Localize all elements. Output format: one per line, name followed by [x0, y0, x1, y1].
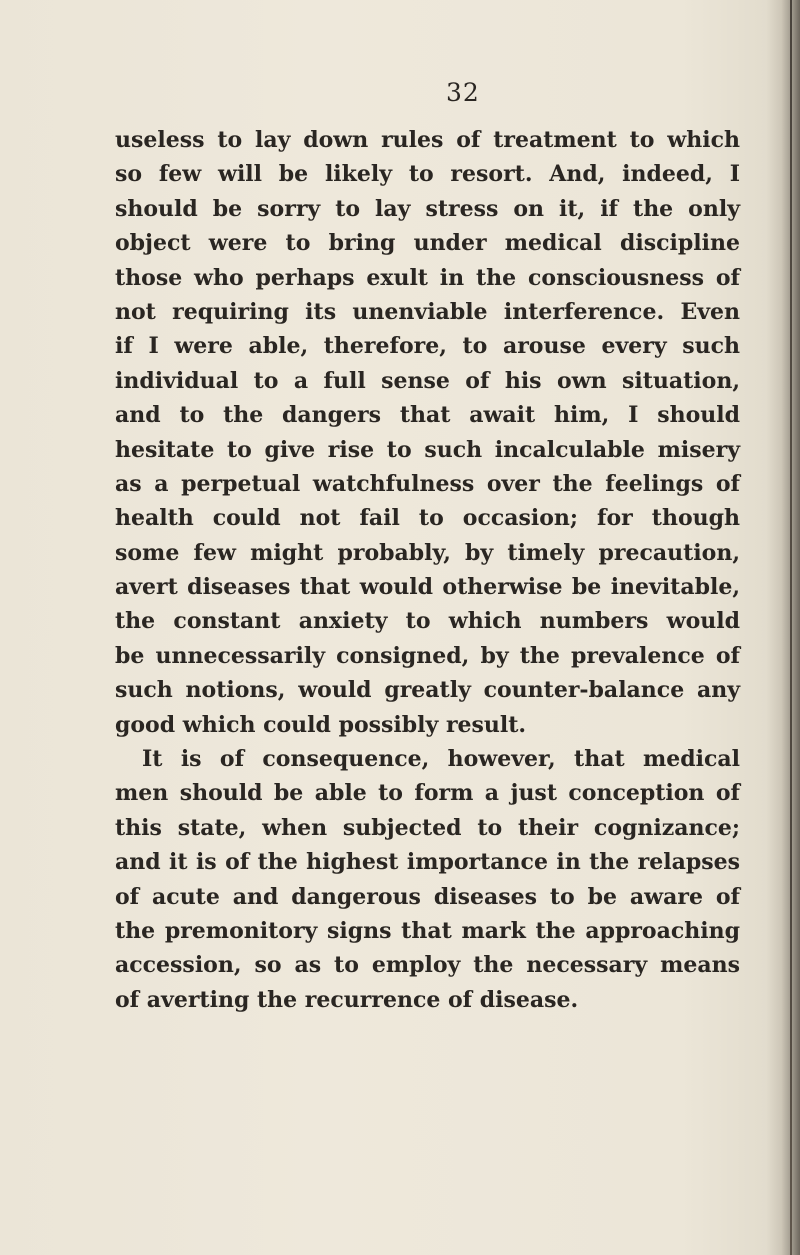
text-line: object were to bring under medical discipline — [115, 230, 740, 257]
text-line: so few will be likely to resort. And, indeed, I — [115, 161, 740, 188]
text-line: of averting the recurrence of disease. — [115, 986, 579, 1013]
text-line: good which could possibly result. — [115, 711, 527, 738]
text-line: It is of consequence, however, that medical — [142, 746, 740, 773]
text-line: hesitate to give rise to such incalculable misery — [115, 436, 740, 463]
text-line: this state, when subjected to their cognizance; — [115, 814, 740, 841]
text-line: those who perhaps exult in the consciousness of — [115, 264, 740, 291]
text-line: and it is of the highest importance in the relapses — [115, 849, 740, 876]
spine-shadow — [766, 0, 800, 1255]
text-line: some few might probably, by timely precaution, — [115, 539, 740, 566]
body-text — [115, 123, 740, 1017]
text-line: if I were able, therefore, to arouse every such — [115, 333, 740, 360]
page-number: 32 — [446, 78, 480, 107]
text-line: such notions, would greatly counter-balance any — [115, 677, 740, 704]
text-line: should be sorry to lay stress on it, if the only — [115, 195, 740, 222]
text-line: and to the dangers that await him, I should — [115, 402, 740, 429]
text-line: not requiring its unenviable interference. Even — [115, 298, 740, 325]
text-line: be unnecessarily consigned, by the prevalence of — [115, 642, 740, 669]
text-line: of acute and dangerous diseases to be aware of — [115, 883, 740, 910]
text-line: useless to lay down rules of treatment to which — [115, 127, 740, 153]
page-edge — [790, 0, 792, 1255]
text-line: as a perpetual watchfulness over the feelings of — [115, 470, 740, 497]
text-line: the premonitory signs that mark the approaching — [115, 917, 740, 944]
text-line: accession, so as to employ the necessary means — [115, 952, 740, 979]
text-line: avert diseases that would otherwise be inevitable, — [115, 574, 740, 601]
text-line: the constant anxiety to which numbers would — [115, 608, 740, 635]
text-line: men should be able to form a just conception of — [115, 780, 740, 807]
text-line: individual to a full sense of his own situation, — [115, 367, 740, 394]
text-line: health could not fail to occasion; for though — [115, 505, 740, 532]
